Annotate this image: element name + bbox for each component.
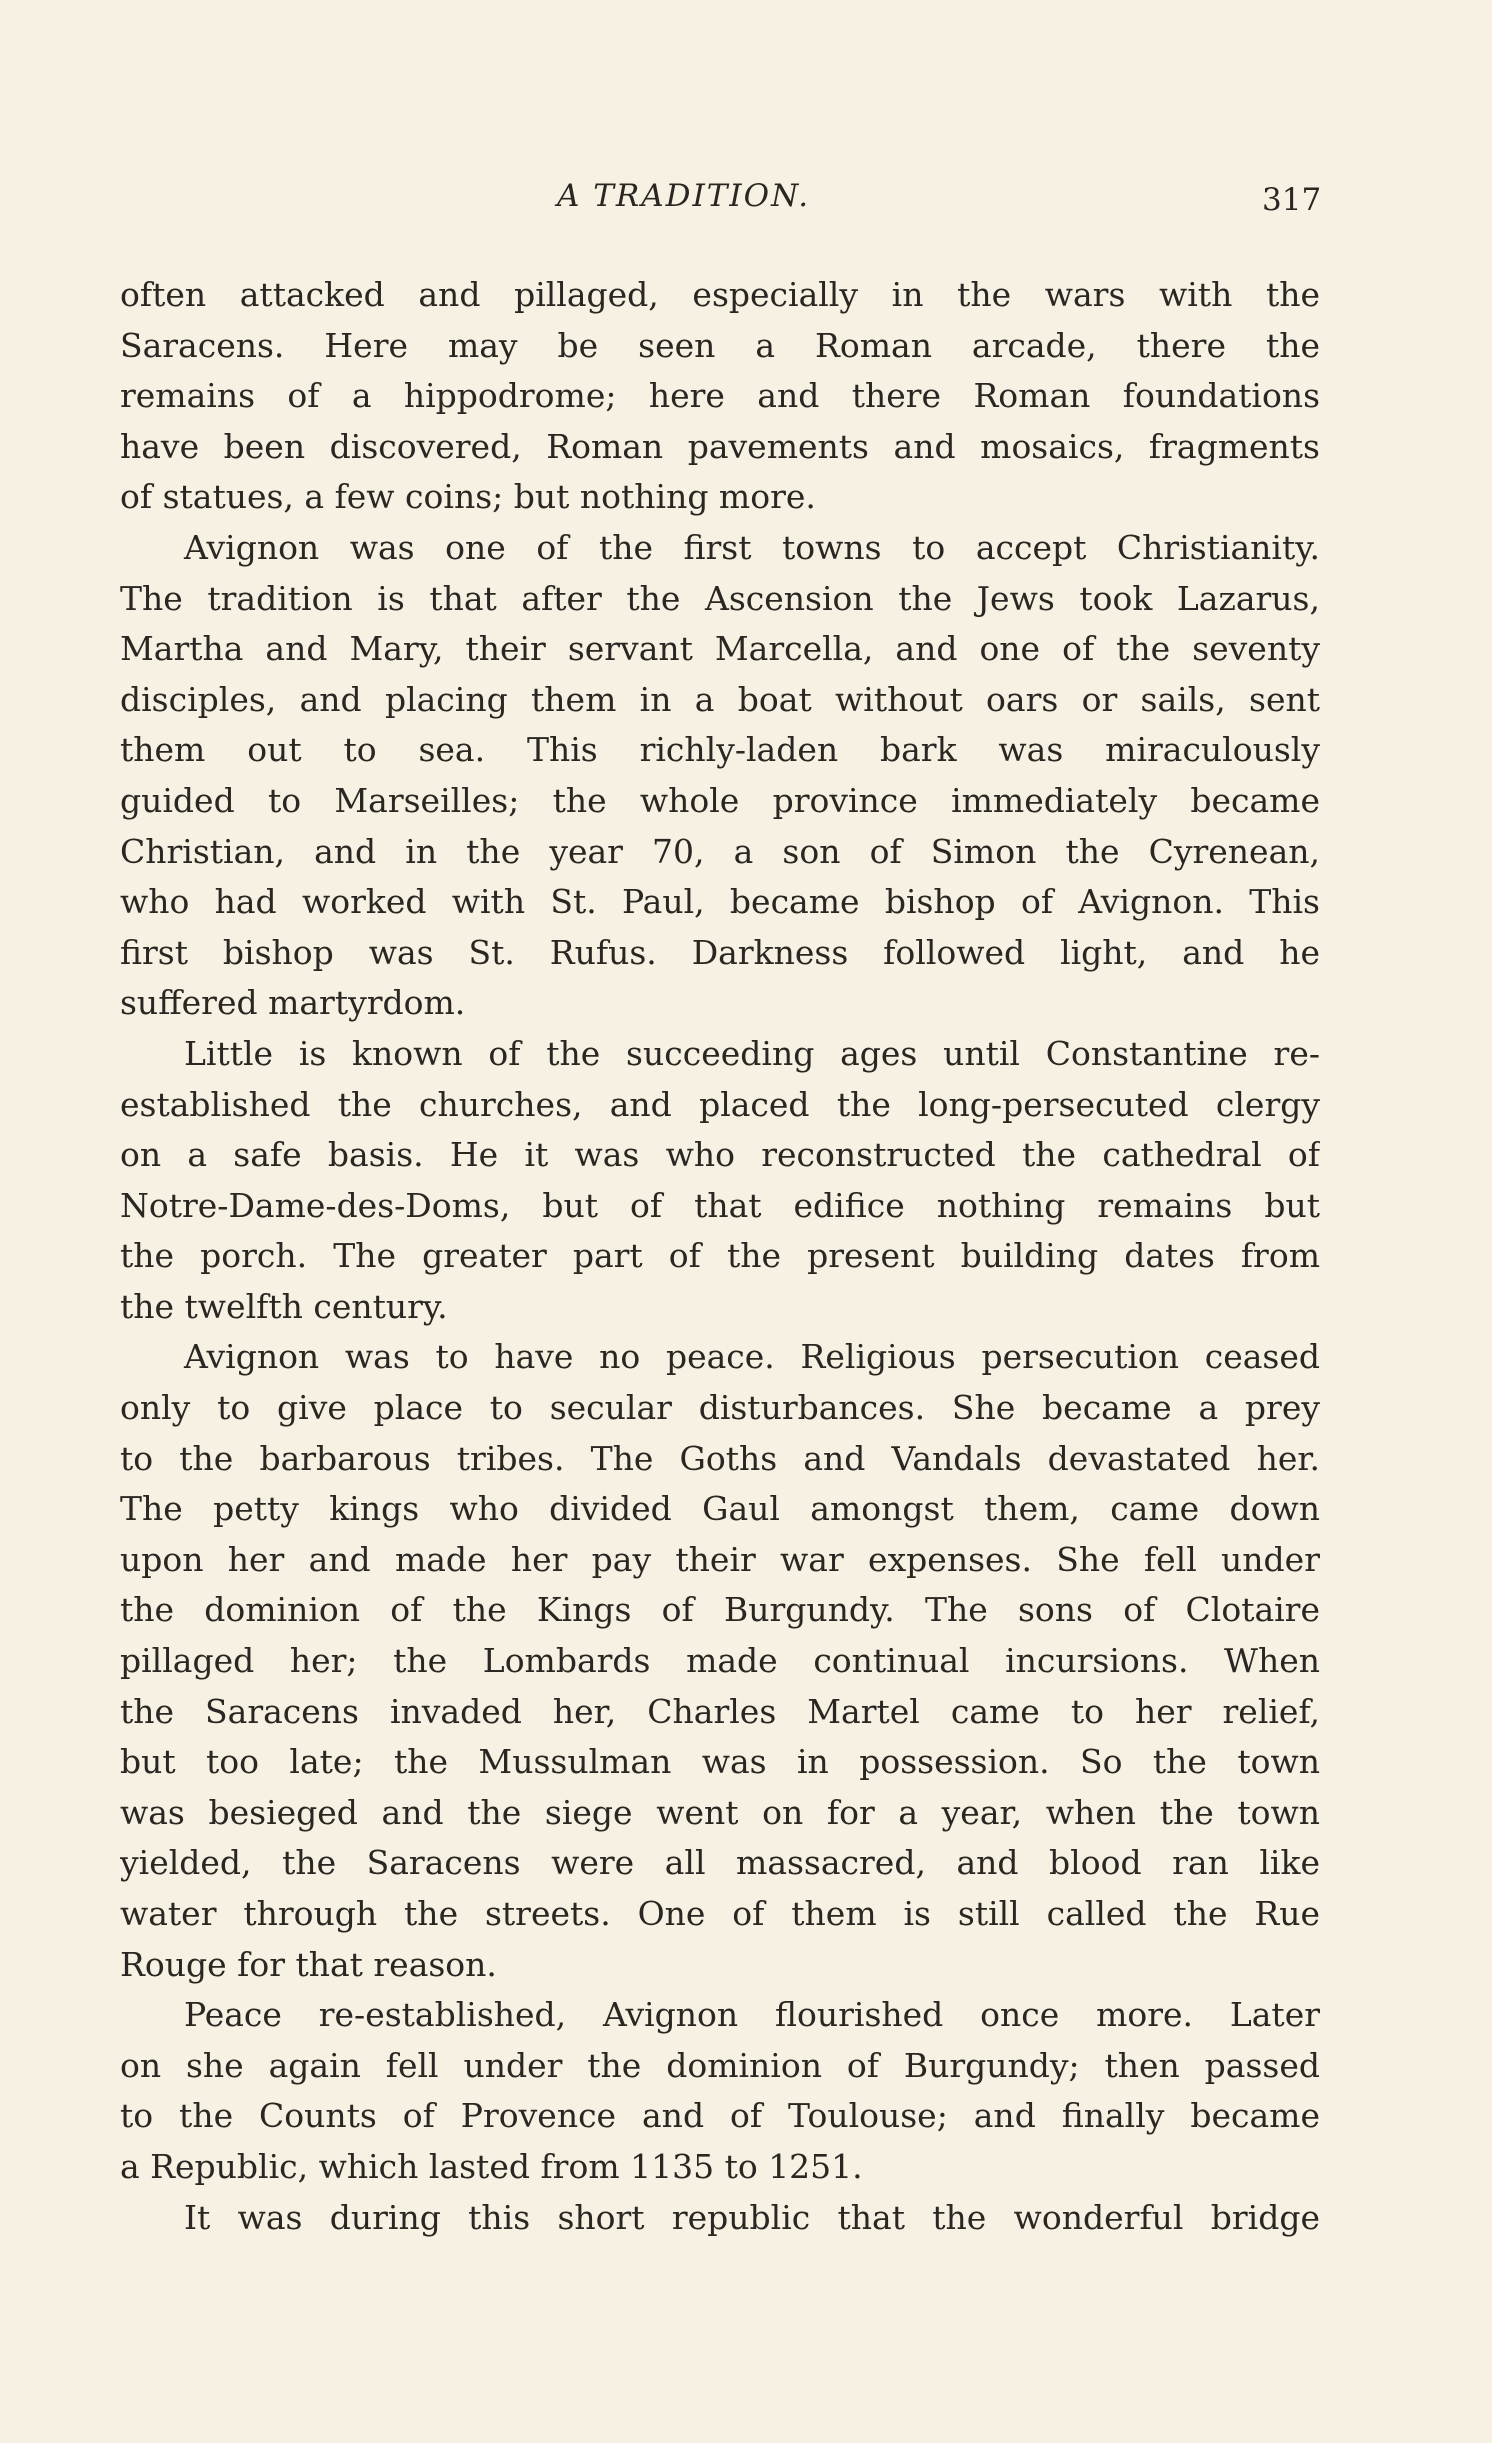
text-line: guided to Marseilles; the whole province immediately became	[120, 780, 1320, 820]
text-line: remains of a hippodrome; here and there Roman foundations	[120, 376, 1320, 416]
text-line: pillaged her; the Lombards made continual incursions. When	[120, 1641, 1320, 1681]
text-line: Little is known of the succeeding ages until Constantine re-	[184, 1033, 1320, 1073]
text-line: Martha and Mary, their servant Marcella, and one of the seventy	[120, 629, 1320, 669]
text-line: have been discovered, Roman pavements and mosaics, fragments	[120, 426, 1320, 466]
text-line: on a safe basis. He it was who reconstructed the cathedral of	[120, 1135, 1320, 1175]
text-line: Notre-Dame-des-Doms, but of that edifice nothing remains but	[120, 1185, 1320, 1225]
text-line: Peace re-established, Avignon flourished once more. Later	[184, 1995, 1320, 2035]
text-line: suffered martyrdom.	[120, 983, 466, 1023]
text-line: the porch. The greater part of the present building dates from	[120, 1236, 1320, 1276]
text-line: disciples, and placing them in a boat without oars or sails, sent	[120, 679, 1320, 719]
text-line: yielded, the Saracens were all massacred, and blood ran like	[120, 1843, 1320, 1883]
text-line: on she again fell under the dominion of Burgundy; then passed	[120, 2045, 1320, 2085]
text-line: Avignon was one of the first towns to accept Christianity.	[184, 527, 1320, 567]
text-line: of statues, a few coins; but nothing more.	[120, 477, 816, 517]
text-line: but too late; the Mussulman was in possession. So the town	[120, 1742, 1320, 1782]
text-line: the dominion of the Kings of Burgundy. The sons of Clotaire	[120, 1590, 1320, 1630]
text-line: Avignon was to have no peace. Religious persecution ceased	[184, 1337, 1320, 1377]
page-number: 317	[1262, 182, 1322, 218]
running-head	[0, 178, 1492, 228]
text-line: the Saracens invaded her, Charles Martel came to her relief,	[120, 1691, 1320, 1731]
text-line: only to give place to secular disturbances. She became a prey	[120, 1388, 1320, 1428]
text-line: Christian, and in the year 70, a son of Simon the Cyrenean,	[120, 831, 1320, 871]
text-line: It was during this short republic that the wonderful bridge	[184, 2197, 1320, 2237]
text-line: who had worked with St. Paul, became bishop of Avignon. This	[120, 882, 1320, 922]
text-line: to the barbarous tribes. The Goths and Vandals devastated her.	[120, 1438, 1320, 1478]
text-line: the twelfth century.	[120, 1286, 448, 1326]
text-line: them out to sea. This richly-laden bark was miraculously	[120, 730, 1320, 770]
running-title: A TRADITION.	[557, 178, 811, 214]
text-line: The tradition is that after the Ascension the Jews took Lazarus,	[120, 578, 1320, 618]
text-line: first bishop was St. Rufus. Darkness followed light, and he	[120, 932, 1320, 972]
text-line: Rouge for that reason.	[120, 1944, 497, 1984]
text-line: established the churches, and placed the long-persecuted clergy	[120, 1084, 1320, 1124]
text-line: to the Counts of Provence and of Toulouse; and finally became	[120, 2096, 1320, 2136]
text-line: a Republic, which lasted from 1135 to 1251.	[120, 2146, 863, 2186]
text-line: water through the streets. One of them is still called the Rue	[120, 1894, 1320, 1933]
text-line: The petty kings who divided Gaul amongst them, came down	[120, 1489, 1320, 1529]
body-text	[120, 270, 1320, 2243]
text-line: upon her and made her pay their war expenses. She fell under	[120, 1539, 1320, 1579]
text-line: Saracens. Here may be seen a Roman arcade, there the	[120, 325, 1320, 365]
text-line: was besieged and the siege went on for a year, when the town	[120, 1792, 1320, 1832]
text-line: often attacked and pillaged, especially in the wars with the	[120, 275, 1320, 314]
